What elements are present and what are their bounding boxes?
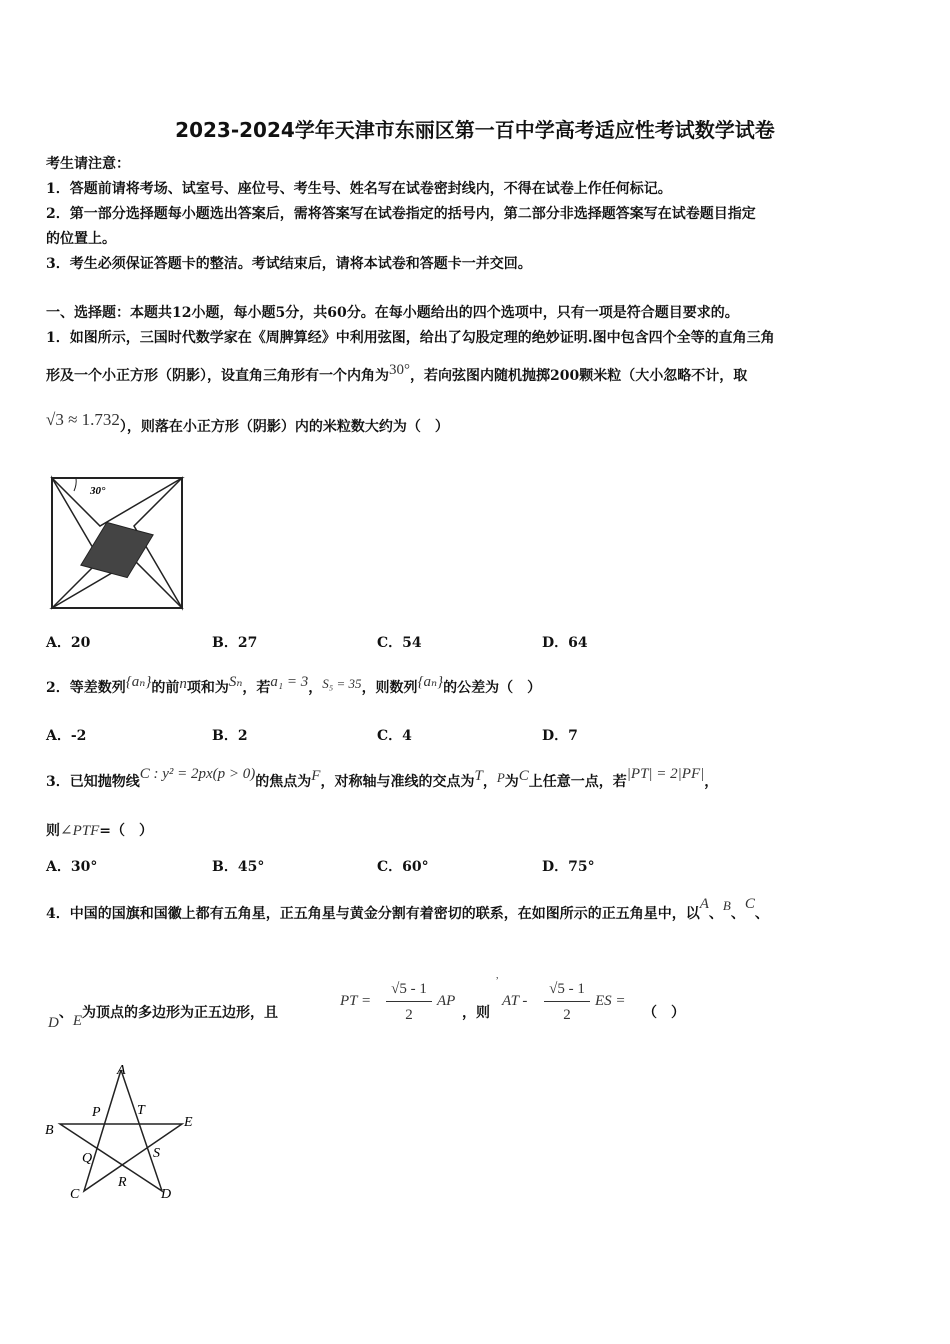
- q4-eq1-den: 2: [405, 1007, 413, 1023]
- q1-approx: √3 ≈ 1.732: [46, 410, 120, 429]
- section-heading: 一、选择题：本题共12小题，每小题5分，共60分。在每小题给出的四个选项中，只有一项是符合题目要求的。: [46, 305, 739, 321]
- q4-text: 为顶点的多边形为正五边形，且: [82, 1005, 279, 1021]
- q2-line: [46, 674, 542, 697]
- q1-option-b[interactable]: B．27: [212, 635, 258, 651]
- q3-line2: [46, 820, 153, 840]
- q1-chord-figure: [48, 472, 188, 614]
- q3-text: =（ ）: [99, 823, 153, 839]
- q3-option-c[interactable]: C．60°: [377, 859, 429, 875]
- q1-text: ），则落在小正方形（阴影）内的米粒数大约为（ ）: [119, 419, 449, 435]
- q4-a: A: [699, 896, 709, 912]
- q4-sep: 、: [708, 906, 723, 922]
- q2-option-a[interactable]: A．-2: [46, 728, 87, 744]
- q4-eq2-left: AT -: [502, 993, 528, 1009]
- q1-option-d[interactable]: D．64: [542, 635, 588, 651]
- q3-cond: |PT| = 2|PF|: [626, 766, 705, 782]
- vertex-label-b: B: [45, 1123, 54, 1138]
- q2-text: ，若: [242, 680, 271, 696]
- q1-option-c[interactable]: C．54: [377, 635, 422, 651]
- point-label-r: R: [118, 1175, 127, 1190]
- q3-text: ，: [704, 774, 719, 790]
- q4-eq2-right: ES =: [595, 993, 626, 1009]
- q4-sep: 、: [58, 1005, 73, 1021]
- q3-text: 则: [46, 823, 60, 839]
- q3-t: T: [474, 768, 483, 784]
- point-label-p: P: [92, 1105, 101, 1120]
- q3-f: F: [311, 768, 321, 784]
- q3-c: C: [518, 768, 529, 784]
- notice-item: 1．答题前请将考场、试室号、座位号、考生号、姓名写在试卷密封线内，不得在试卷上作任何标记。: [46, 181, 672, 197]
- vector-mark: ,: [496, 970, 499, 981]
- q4-sep: 、: [730, 906, 745, 922]
- vertex-label-a: A: [117, 1063, 126, 1078]
- q1-text: ，若向弦图内随机抛掷200颗米粒（大小忽略不计，取: [410, 368, 748, 384]
- q4-eq1-bar: [386, 1001, 432, 1002]
- notice-item: 3．考生必须保证答题卡的整洁。考试结束后，请将本试卷和答题卡一并交回。: [46, 256, 532, 272]
- q3-text: ，: [482, 774, 497, 790]
- q3-text: ，对称轴与准线的交点为: [320, 774, 475, 790]
- q2-text: ，则数列: [361, 680, 418, 696]
- q2-text: 的公差为（ ）: [443, 680, 542, 696]
- notice-item: 2．第一部分选择题每小题选出答案后，需将答案写在试卷指定的括号内，第二部分非选择题答案写在试卷题目指定: [46, 206, 756, 222]
- q2-text: 项和为: [186, 680, 229, 696]
- q4-text: （ ）: [643, 1005, 685, 1021]
- q4-eq2-bar: [544, 1001, 590, 1002]
- q2-seq: {aₙ}: [417, 674, 444, 690]
- q4-text: 4．中国的国旗和国徽上都有五角星，正五角星与黄金分割有着密切的联系，在如图所示的正五角星中，以: [46, 906, 700, 922]
- q4-eq1-left: PT =: [340, 993, 372, 1009]
- vertex-label-c: C: [70, 1187, 80, 1202]
- q3-text: 的焦点为: [255, 774, 312, 790]
- notice-item: 的位置上。: [46, 231, 116, 247]
- q2-n: n: [179, 676, 187, 692]
- q3-text: 上任意一点，若: [528, 774, 627, 790]
- q3-option-d[interactable]: D．75°: [542, 859, 595, 875]
- q4-text: ，则: [462, 1005, 490, 1021]
- q2-a1: a₁ = 3: [270, 674, 309, 690]
- q2-option-d[interactable]: D．7: [542, 728, 578, 744]
- q1-line1: 1．如图所示，三国时代数学家在《周脾算经》中利用弦图，给出了勾股定理的绝妙证明.图中包含四个全等的直角三角: [46, 330, 775, 346]
- q2-text: 2．等差数列: [46, 680, 126, 696]
- shaded-square: [81, 519, 153, 581]
- q1-option-a[interactable]: A．20: [46, 635, 91, 651]
- q2-option-b[interactable]: B．2: [212, 728, 248, 744]
- vertex-label-d: D: [161, 1187, 172, 1202]
- point-label-q: Q: [82, 1151, 93, 1166]
- q3-curve: C : y² = 2px(p > 0): [139, 766, 256, 782]
- q4-e: E: [72, 1013, 83, 1029]
- q2-sn: Sₙ: [228, 674, 243, 690]
- q4-b: B: [722, 898, 731, 913]
- q4-star-figure: [40, 1058, 210, 1208]
- q1-angle: 30°: [389, 362, 410, 378]
- q2-text: 的前: [151, 680, 180, 696]
- q4-d: D: [48, 1015, 59, 1031]
- q3-option-a[interactable]: A．30°: [46, 859, 98, 875]
- q4-line2: [48, 1002, 279, 1031]
- point-label-s: S: [153, 1146, 160, 1161]
- q3-line1: [46, 766, 719, 791]
- q1-text: 形及一个小正方形（阴影），设直角三角形有一个内角为: [46, 368, 389, 384]
- q3-p: P: [496, 770, 505, 785]
- q2-seq: {aₙ}: [125, 674, 152, 690]
- q2-s5: S₅ = 35: [322, 676, 362, 691]
- q3-text: 为: [504, 774, 519, 790]
- page-title: 2023-2024学年天津市东丽区第一百中学高考适应性考试数学试卷: [175, 118, 775, 142]
- q3-text: 3．已知抛物线: [46, 774, 140, 790]
- triangle-top: [52, 478, 182, 526]
- q4-eq2-num: √5 - 1: [549, 981, 585, 997]
- q3-option-b[interactable]: B．45°: [212, 859, 265, 875]
- figure-angle-label: 30°: [90, 485, 106, 497]
- q4-line1: [46, 896, 769, 923]
- q4-eq1-right: AP: [437, 993, 456, 1009]
- q3-angle: ∠PTF: [60, 823, 100, 839]
- point-label-t: T: [137, 1103, 145, 1118]
- star-outline: [60, 1070, 182, 1191]
- q1-line3: [46, 410, 449, 436]
- angle-arc: [74, 478, 76, 491]
- vertex-label-e: E: [184, 1115, 193, 1130]
- triangle-left: [52, 478, 100, 608]
- q2-text: ，: [308, 680, 323, 696]
- notice-heading: 考生请注意：: [46, 156, 130, 172]
- q4-eq1-num: √5 - 1: [391, 981, 427, 997]
- q4-eq2-den: 2: [563, 1007, 571, 1023]
- q2-option-c[interactable]: C．4: [377, 728, 412, 744]
- q4-c: C: [744, 896, 755, 912]
- q4-sep: 、: [754, 906, 769, 922]
- q1-line2: [46, 362, 748, 385]
